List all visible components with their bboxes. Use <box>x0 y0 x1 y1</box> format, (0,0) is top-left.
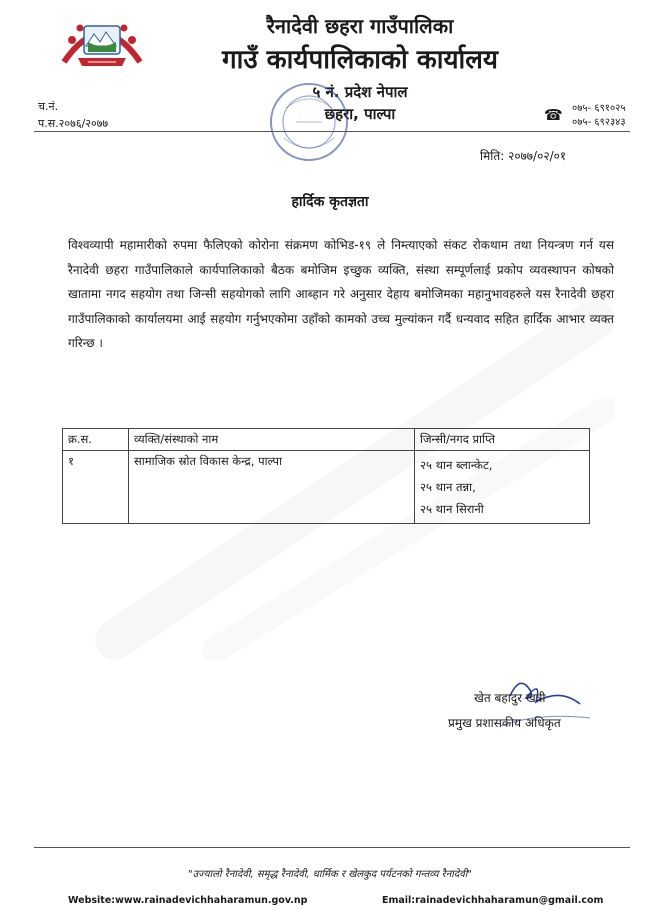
column-header-received: जिन्सी/नगद प्राप्ति <box>415 429 590 451</box>
location-line: छहरा, पाल्पा <box>324 105 396 123</box>
office-seal-icon <box>266 80 352 164</box>
phone-number: ०७५- ६९१०२५ <box>572 103 626 114</box>
letter-subject: हार्दिक कृतज्ञता <box>291 194 369 210</box>
donation-table <box>62 428 590 524</box>
signatory-title: प्रमुख प्रशासकीय अधिकृत <box>448 716 561 730</box>
header-divider <box>34 131 630 132</box>
footer-email: Email:rainadevichhaharamun@gmail.com <box>382 895 604 906</box>
letter-number: प.स.२०७६/२०७७ <box>38 117 109 130</box>
province-line: ५ नं. प्रदेश नेपाल <box>312 83 408 101</box>
item-line: २५ थान सिरानी <box>420 502 484 516</box>
item-line: २५ थान ब्लान्केट, <box>420 458 493 472</box>
footer-website: Website:www.rainadevichhaharamun.gov.np <box>68 895 308 906</box>
column-header-name: व्यक्ति/संस्थाको नाम <box>129 429 415 451</box>
phone-number: ०७५- ६९२३४३ <box>572 117 626 128</box>
municipality-name: रैनादेवी छहरा गाउँपालिका <box>266 14 454 38</box>
letter-date: मिति: २०७७/०२/०१ <box>480 149 567 163</box>
table-header-row <box>63 429 590 451</box>
footer-divider <box>34 847 630 848</box>
column-header-sn: क्र.स. <box>63 429 129 451</box>
cell-sn: १ <box>63 451 129 524</box>
table-row <box>63 451 590 524</box>
telephone-icon: ☎ <box>544 106 563 124</box>
cell-items <box>415 451 590 524</box>
footer-motto: "उज्यालो रैनादेवी, समृद्ध रैनादेवी, धार्मिक र खेलकुद पर्यटनको गन्तव्य रैनादेवी" <box>188 869 472 880</box>
nepal-emblem-icon <box>58 12 146 72</box>
item-line: २५ थान तन्ना, <box>420 480 476 494</box>
dispatch-number-label: च.नं. <box>38 100 59 113</box>
phone-numbers <box>572 102 626 130</box>
letter-body: विश्वव्यापी महामारीको रुपमा फैलिएको कोरोना संक्रमण कोभिड-१९ ले निम्त्याएको संकट रोकथाम तथा नियन्त्रण गर्न यस रैनादेवी छहरा गाउँपालिकाले कार्यपालिकाको बैठक बमोजिम इच्छुक व्यक्ति, संस्था सम्पूर्णलाई प्रकोप व्यवस्थापन कोषको खातामा नगद सहयोग तथा जिन्सी सहयोगको लागि आब्हान गरे अनुसार देहाय बमोजिमका महानुभावहरुले यस रैनादेवी छहरा गाउँपालिकाको कार्यालयमा आई सहयोग गर्नुभएकोमा उहाँको कामको उच्च मुल्यांकन गर्दै धन्यवाद सहित हार्दिक आभार व्यक्त गरिन्छ । <box>68 238 614 350</box>
cell-name: सामाजिक स्रोत विकास केन्द्र, पाल्पा <box>129 451 415 524</box>
office-name: गाउँ कार्यपालिकाको कार्यालय <box>222 45 498 75</box>
signatory-name: खेत बहादुर खत्री <box>474 691 546 705</box>
